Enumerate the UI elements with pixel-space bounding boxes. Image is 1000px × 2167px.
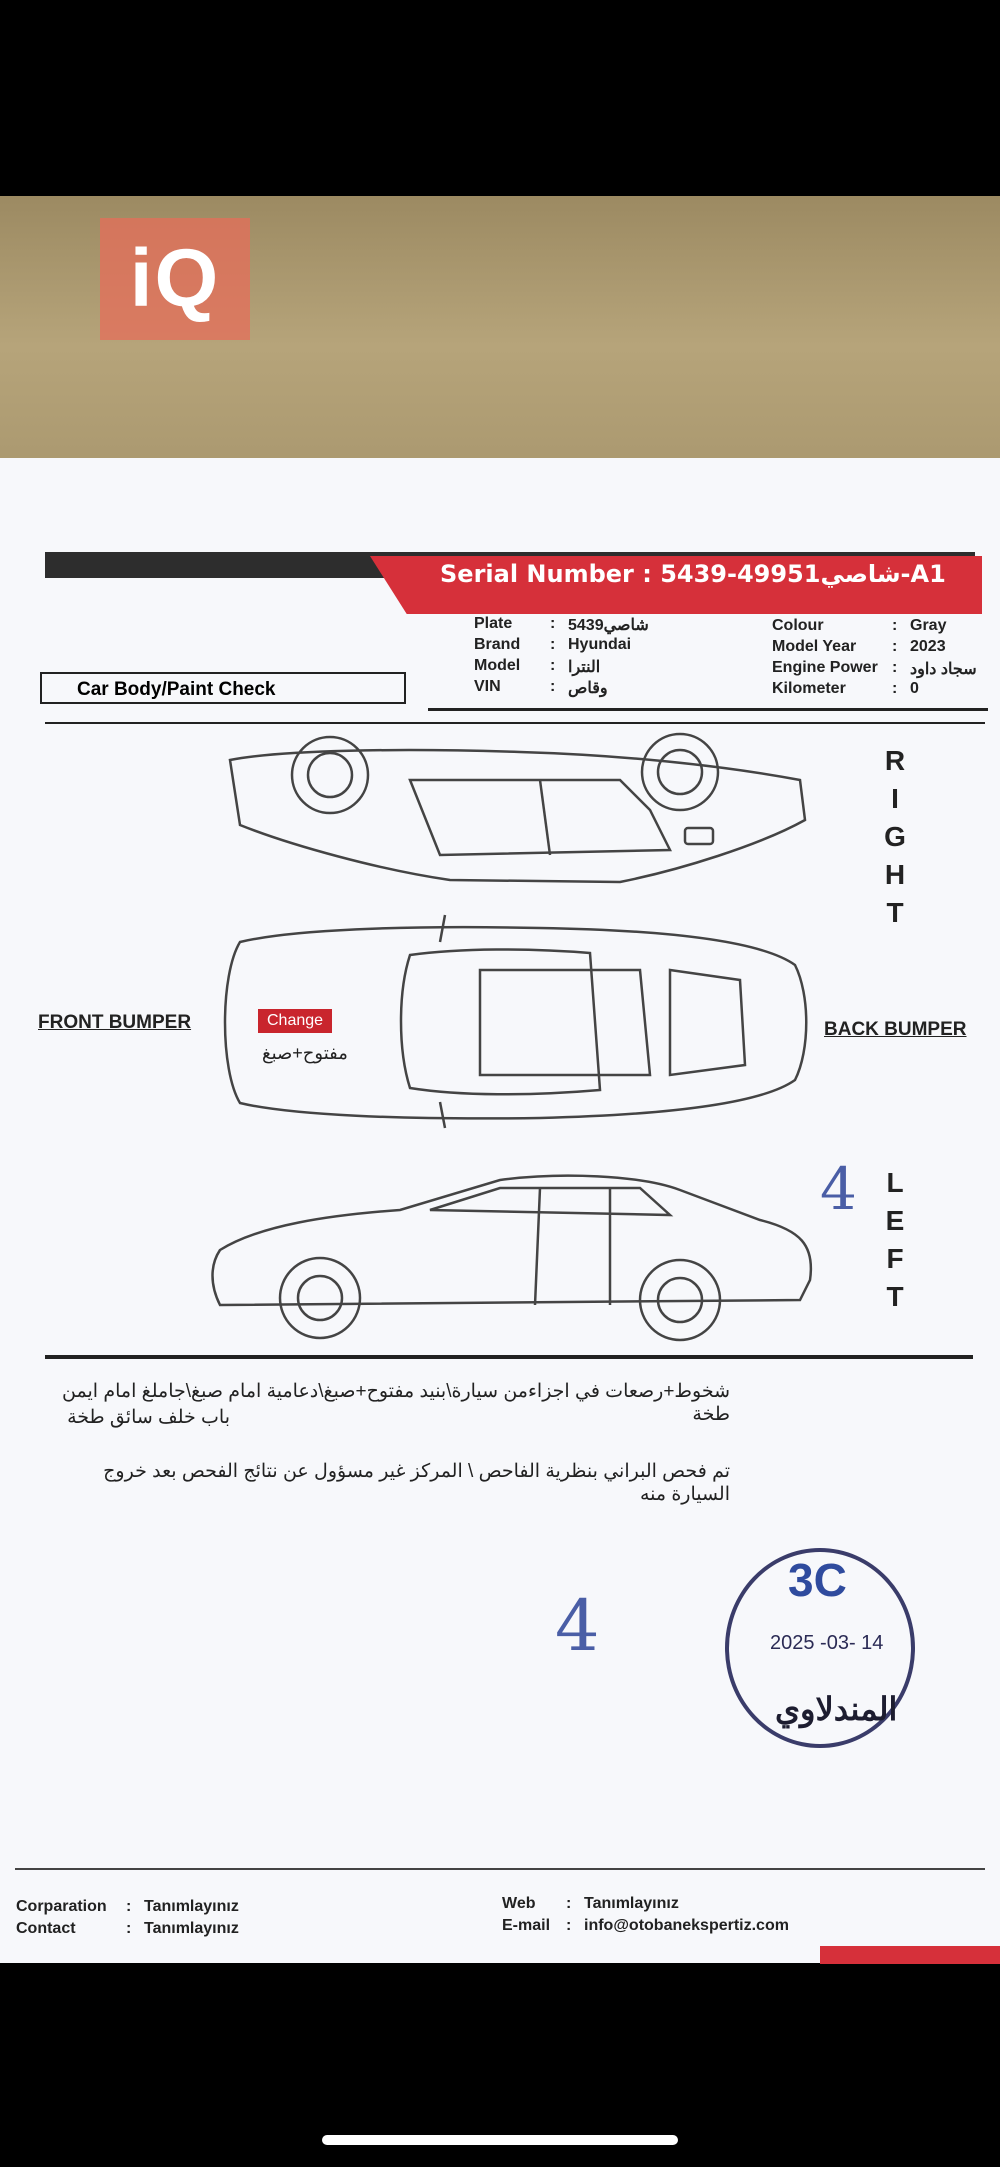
web-label: Web: [502, 1895, 536, 1912]
brand-label: Brand: [474, 636, 521, 653]
left-letter: L: [886, 1167, 904, 1198]
vin-value: وقاص: [568, 680, 608, 697]
stamp-code: 3C: [788, 1554, 847, 1606]
email-value[interactable]: info@otobanekspertiz.com: [584, 1917, 789, 1934]
notes-line-2: باب خلف سائق طخة: [67, 1407, 230, 1428]
diagram-divider: [45, 1355, 973, 1359]
kilometer-value: 0: [910, 680, 919, 697]
contact-value: Tanımlayınız: [144, 1920, 239, 1937]
left-letter: E: [885, 1205, 905, 1236]
handwritten-number: 4: [555, 1585, 600, 1667]
footer-left: Corparation : Tanımlayınız Contact : Tanımlayınız: [16, 1898, 239, 1942]
serial-value: شاصي49951-5439-A1: [660, 560, 946, 588]
contact-label: Contact: [16, 1920, 76, 1937]
home-indicator[interactable]: [322, 2135, 678, 2145]
model-year-label: Model Year: [772, 638, 857, 655]
right-letter: H: [884, 859, 906, 890]
corporation-label: Corparation: [16, 1898, 107, 1915]
back-bumper-label: BACK BUMPER: [824, 1019, 967, 1040]
front-bumper-label: FRONT BUMPER: [38, 1012, 192, 1033]
footer-right: Web : Tanımlayınız E-mail : info@otobanekspertiz.com: [502, 1895, 789, 1939]
change-tag: Change: [258, 1009, 332, 1033]
right-letter: G: [884, 821, 906, 852]
car-left-view: [213, 1176, 811, 1340]
engine-power-label: Engine Power: [772, 659, 878, 676]
email-label: E-mail: [502, 1917, 551, 1934]
handwritten-front-note: مفتوح+صبغ: [262, 1043, 348, 1063]
left-letter: T: [886, 1281, 904, 1312]
handwritten-number: 4: [820, 1155, 857, 1223]
plate-value: 5439شاصي: [568, 617, 649, 634]
serial-number: [440, 560, 946, 588]
vin-label: VIN: [474, 678, 501, 695]
footer-divider: [15, 1868, 985, 1870]
colour-value: Gray: [910, 617, 947, 634]
info-divider: [428, 708, 988, 711]
watermark-logo: iQ: [100, 218, 250, 340]
car-diagram: [200, 720, 840, 1360]
model-label: Model: [474, 657, 521, 674]
corporation-value: Tanımlayınız: [144, 1898, 239, 1915]
vehicle-info-left: Plate : 5439شاصي Brand : Hyundai Model : النترا VIN : وقاص: [474, 615, 649, 697]
model-year-value: 2023: [910, 638, 946, 655]
serial-label: Serial Number :: [440, 560, 652, 588]
stamp-name: المندلاوي: [775, 1691, 898, 1727]
left-letter: F: [886, 1243, 904, 1274]
right-letter: I: [891, 783, 899, 814]
left-side-label: [880, 1164, 910, 1316]
right-side-label: [880, 742, 910, 932]
colour-label: Colour: [772, 617, 824, 634]
stamp-date: 2025 -03- 14: [770, 1632, 884, 1654]
car-right-view: [230, 734, 805, 882]
section-title: Car Body/Paint Check: [40, 672, 406, 704]
web-value: Tanımlayınız: [584, 1895, 679, 1912]
model-value: النترا: [568, 659, 601, 676]
vehicle-info-right: Colour : Gray Model Year : 2023 Engine Power : سجاد داود Kilometer : 0: [772, 617, 977, 701]
notes-line-3: تم فحص البراني بنظرية الفاحص \ المركز غير مسؤول عن نتائج الفحص بعد خروج السيارة منه: [103, 1461, 730, 1505]
right-letter: T: [886, 897, 904, 928]
notes-line-1: شخوط+رصعات في اجزاءمن سيارة\بنيد مفتوح+صبغ\دعامية امام صبغ\جاملغ امام ايمن طخة: [62, 1381, 730, 1425]
engine-power-value: سجاد داود: [910, 661, 977, 678]
footer-red-band: [820, 1946, 1000, 1964]
brand-value: Hyundai: [568, 636, 632, 653]
right-letter: R: [884, 745, 906, 776]
plate-label: Plate: [474, 615, 513, 632]
kilometer-label: Kilometer: [772, 680, 846, 697]
